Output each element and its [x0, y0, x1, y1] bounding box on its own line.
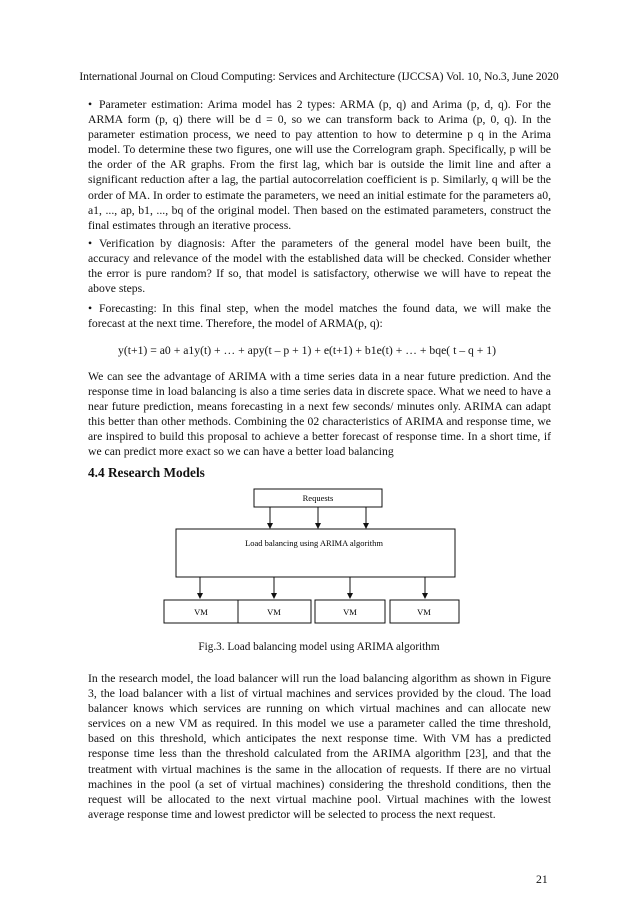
bullet-icon: • — [88, 237, 93, 250]
bullet-icon: • — [88, 98, 93, 111]
bullet-text: Parameter estimation: Arima model has 2 types: ARMA (p, q) and Arima (p, d, q). For the ARMA form (p, q) there will be d = 0, so we can transform back to Arima (p, 0, q). In the parameter estimation process, we need to pay attention to how to determine p q in the Arima model. To determine these two figures, one will use the Correlogram graph. Specifically, p will be the order of the AR graphs. From the first lag, which bar is outside the limit line and after a significant reduction after a lag, the partial autocorrelation coefficient is p. Similarly, q will be the order of MA. In order to estimate the parameters, we need an initial estimate for the parameters a0, a1, ..., ap, b1, ..., bq of the original model. Then based on the estimated parameters, construct the final estimates through an iterative process. — [88, 98, 551, 232]
bullet-icon: • — [88, 302, 93, 315]
bullet-text: Forecasting: In this final step, when the model matches the found data, we will make the forecast at the next time. Therefore, the model of ARMA(p, q): — [88, 302, 551, 331]
section-heading: 4.4 Research Models — [88, 465, 205, 480]
research-model-paragraph: In the research model, the load balancer will run the load balancing algorithm as shown in Figure 3, the load balancer with a list of virtual machines and services provided by the cloud. The load balancer knows which services are running on which virtual machines and can allocate new services on a new VM as required. In this model we use a parameter called the time threshold, based on this threshold, which anticipates the next response time. With VM has a predicted response time less than the threshold calculated from the ARIMA algorithm [23], and that the treatment with virtual machines is the same in the allocation of requests. If there are no virtual machines in the pool (a set of virtual machines) considering the threshold conditions, then the request will be allocated to the next virtual machine pool. Virtual machines with the lowest average response time and lowest predictor will be selected to process the next request. — [88, 672, 551, 821]
journal-header: International Journal on Cloud Computing: Services and Architecture (IJCCSA) Vol. 10, No.3, June 2020 — [79, 70, 559, 83]
load-balancer-box — [176, 529, 455, 577]
vm-label: VM — [343, 607, 357, 617]
bullet-text: Verification by diagnosis: After the parameters of the general model have been built, the accuracy and relevance of the model with the established data will be checked. Consider whether the error is pure random? If so, that model is satisfactory, otherwise we will have to repeat the above steps. — [88, 237, 551, 296]
load-balancer-label: Load balancing using ARIMA algorithm — [245, 538, 383, 548]
figure-caption: Fig.3. Load balancing model using ARIMA algorithm — [198, 641, 440, 653]
vm-label: VM — [267, 607, 281, 617]
advantage-paragraph: We can see the advantage of ARIMA with a time series data in a near future prediction. And the response time in load balancing is also a time series data in discrete space. What we need to have a near future prediction, means forecasting in a next few seconds/ minutes only. ARIMA can adapt this better than other methods. Combining the 02 characteristics of ARIMA and response time, we are inspired to build this proposal to achieve a better forecast of response time. In a short time, if we can predict more exact so we can have a better load balancing — [88, 370, 551, 459]
arma-equation: y(t+1) = a0 + a1y(t) + … + apy(t – p + 1) + e(t+1) + b1e(t) + … + bqe( t – q + 1) — [118, 344, 497, 357]
vm-label: VM — [417, 607, 431, 617]
vm-label: VM — [194, 607, 208, 617]
page-number: 21 — [536, 873, 548, 886]
requests-label: Requests — [302, 493, 334, 503]
